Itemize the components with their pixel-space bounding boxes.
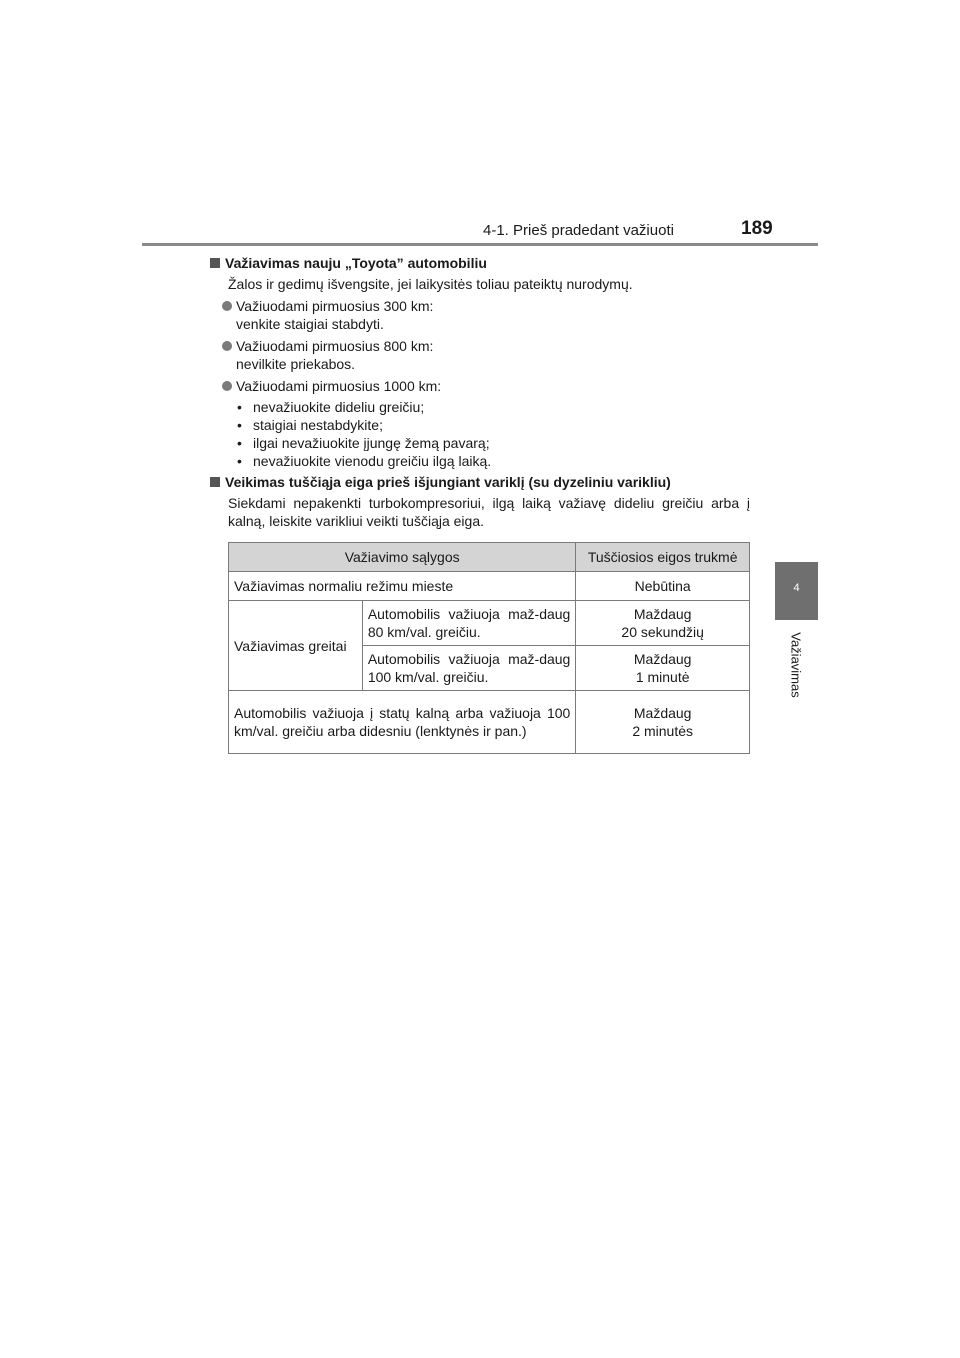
table-cell-line: 1 minutė: [635, 669, 690, 685]
list-item-line: Važiuodami pirmuosius 1000 km:: [236, 378, 442, 394]
table-cell: [576, 601, 750, 646]
table-header-cell: Tuščiosios eigos trukmė: [576, 543, 750, 572]
table-cell: [576, 646, 750, 691]
square-bullet-icon: [210, 477, 220, 487]
table-cell-line: 20 sekundžių: [621, 624, 704, 640]
table-cell-line: Maždaug: [633, 606, 692, 622]
table-header-cell: Važiavimo sąlygos: [229, 543, 576, 572]
chapter-tab: [775, 562, 818, 620]
section-title: 4-1. Prieš pradedant važiuoti: [483, 222, 674, 239]
section-heading: [210, 254, 750, 272]
dot-marker-icon: •: [237, 453, 242, 469]
sub-list-item: [237, 434, 750, 452]
dot-marker-icon: •: [237, 399, 242, 415]
sub-list-item-text: nevažiuokite dideliu greičiu;: [253, 399, 425, 415]
table-row: [229, 691, 750, 754]
list-item: [222, 297, 750, 333]
idle-time-table: [228, 542, 750, 754]
section-heading-text: Veikimas tuščiąja eiga prieš išjungiant variklį (su dyzeliniu varikliu): [225, 474, 671, 490]
list-item-line: Važiuodami pirmuosius 300 km:: [236, 298, 434, 314]
table-cell: Automobilis važiuoja maž-daug 100 km/val. greičiu.: [362, 646, 576, 691]
chapter-number: 4: [793, 582, 800, 594]
table-cell: Nebūtina: [576, 572, 750, 601]
dot-marker-icon: •: [237, 435, 242, 451]
section-heading-text: Važiavimas nauju „Toyota” automobiliu: [225, 255, 487, 271]
list-item-line: nevilkite priekabos.: [236, 356, 356, 372]
table-row: [229, 601, 750, 646]
page-content: [210, 254, 750, 530]
section-heading: [210, 473, 750, 491]
table-row: [229, 572, 750, 601]
sub-list-item: [237, 452, 750, 470]
chapter-title: Važiavimas: [788, 632, 804, 698]
table-cell-line: Maždaug: [633, 651, 692, 667]
round-bullet-icon: [222, 341, 232, 351]
section-text: Siekdami nepakenkti turbokompresoriui, ilgą laiką važiavę dideliu greičiu arba į kalną, leiskite varikliui veikti tuščiąja eiga.: [228, 495, 750, 529]
sub-list-item-text: ilgai nevažiuokite įjungę žemą pavarą;: [253, 435, 490, 451]
round-bullet-icon: [222, 381, 232, 391]
table-cell-line: 2 minutės: [632, 723, 694, 739]
sub-list-item-text: staigiai nestabdykite;: [253, 417, 383, 433]
table-cell: Automobilis važiuoja į statų kalną arba važiuoja 100 km/val. greičiu arba didesniu (lenktynės ir pan.): [229, 691, 576, 754]
table-cell: Važiavimas greitai: [229, 601, 363, 691]
list-item-line: venkite staigiai stabdyti.: [236, 316, 384, 332]
header-divider: [142, 243, 818, 246]
page-number: 189: [741, 218, 773, 239]
table-cell: Automobilis važiuoja maž-daug 80 km/val. greičiu.: [362, 601, 576, 646]
sub-list-item: [237, 398, 750, 416]
table-cell: Važiavimas normaliu režimu mieste: [229, 572, 576, 601]
table-cell-line: Maždaug: [633, 705, 692, 721]
intro-text: Žalos ir gedimų išvengsite, jei laikysitės toliau pateiktų nurodymų.: [228, 276, 633, 292]
sub-list-item-text: nevažiuokite vienodu greičiu ilgą laiką.: [253, 453, 492, 469]
sub-list: [237, 398, 750, 470]
list-item: [222, 337, 750, 373]
list-item: [222, 377, 750, 395]
square-bullet-icon: [210, 258, 220, 268]
table-cell: [576, 691, 750, 754]
dot-marker-icon: •: [237, 417, 242, 433]
table-header-row: [229, 543, 750, 572]
list-item-line: Važiuodami pirmuosius 800 km:: [236, 338, 434, 354]
round-bullet-icon: [222, 301, 232, 311]
sub-list-item: [237, 416, 750, 434]
